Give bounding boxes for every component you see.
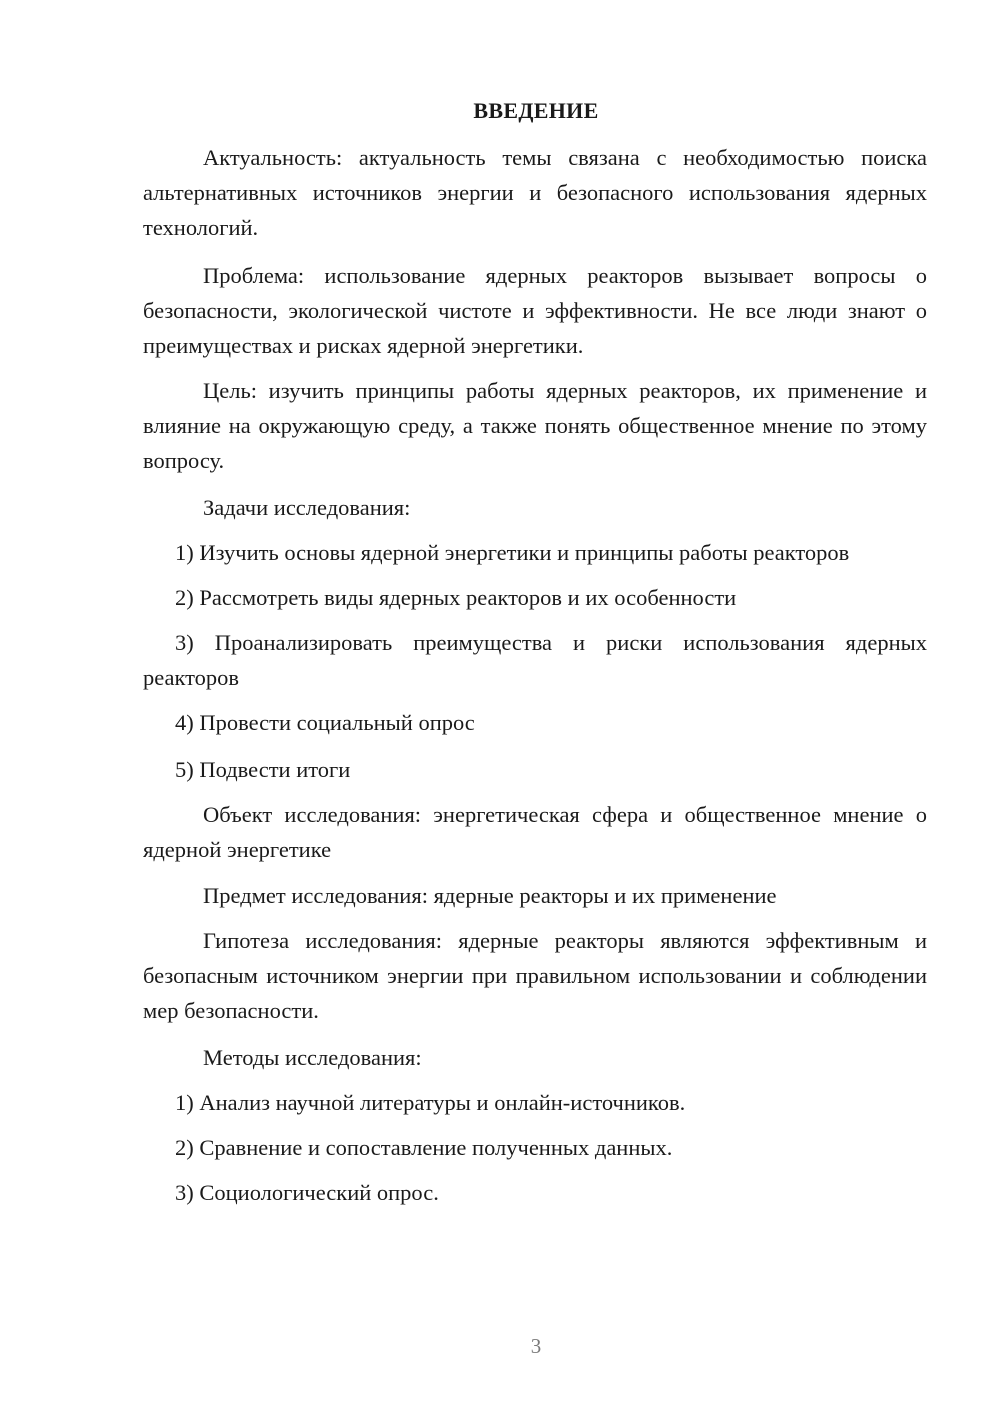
method-item: 3) Социологический опрос. [175,1180,439,1205]
task-item: 1) Изучить основы ядерной энергетики и принципы работы реакторов [175,540,850,565]
task-item: 5) Подвести итоги [175,757,351,782]
paragraph-problem: Проблема: использование ядерных реакторов вызывает вопросы о безопасности, экологической чистоте и эффективности. Не все люди знают о преимуществах и рисках ядерной энергетики. [143,263,927,358]
method-item: 1) Анализ научной литературы и онлайн-источников. [175,1090,686,1115]
paragraph-hypothesis: Гипотеза исследования: ядерные реакторы являются эффективным и безопасным источником энергии при правильном использовании и соблюдении мер безопасности. [143,928,927,1023]
paragraph-subject: Предмет исследования: ядерные реакторы и их применение [203,883,777,908]
tasks-heading: Задачи исследования: [203,495,411,520]
methods-heading: Методы исследования: [203,1045,422,1070]
task-item: 3) Проанализировать преимущества и риски использования ядерных реакторов [143,630,927,690]
paragraph-relevance: Актуальность: актуальность темы связана с необходимостью поиска альтернативных источников энергии и безопасного использования ядерных технологий. [143,145,927,240]
document-title: ВВЕДЕНИЕ [473,98,599,123]
task-item: 4) Провести социальный опрос [175,710,475,735]
task-item: 2) Рассмотреть виды ядерных реакторов и их особенности [175,585,737,610]
page-number: 3 [530,1334,542,1358]
paragraph-object: Объект исследования: энергетическая сфера и общественное мнение о ядерной энергетике [143,802,927,862]
method-item: 2) Сравнение и сопоставление полученных данных. [175,1135,673,1160]
paragraph-goal: Цель: изучить принципы работы ядерных реакторов, их применение и влияние на окружающую среду, а также понять общественное мнение по этому вопросу. [143,378,927,473]
